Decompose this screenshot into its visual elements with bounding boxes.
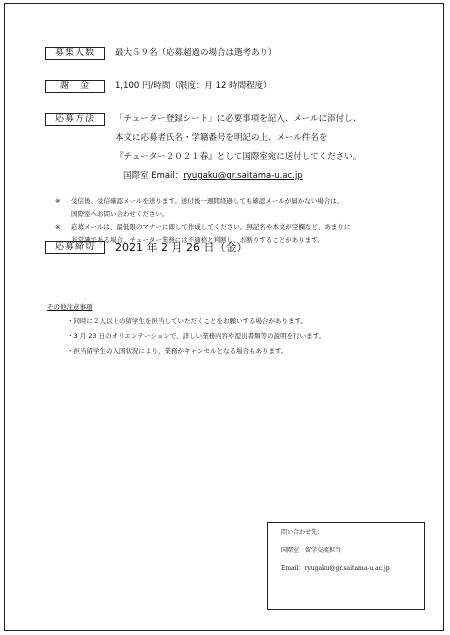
other-notes-list xyxy=(67,314,325,359)
reward-value: 1,100 円/時間（限度：月 12 時間程度） xyxy=(115,81,272,91)
application-line-1: 「チューター登録シート」に必要事項を記入、メールに添付し、 xyxy=(115,114,362,124)
reward-label: 謝 金 xyxy=(45,80,105,93)
note-text: 応募メールは、最低限のマナーに即して作成してください。無記名や本文が空欄など、あまりに xyxy=(71,223,351,231)
list-item: ・同時に２人以上の留学生を担当していただくことをお願いする場合があります。 xyxy=(67,317,307,325)
note-text: 非常識である場合、チューター業務には不適格と判断し、お断りすることがあります。 xyxy=(71,236,324,244)
contact-office: 国際室 留学交流担当 xyxy=(281,547,342,554)
other-notes-title: その他注意事項 xyxy=(47,303,93,311)
application-email-line xyxy=(123,170,303,182)
recruitment-label: 募集人数 xyxy=(45,47,105,60)
list-item: ・3 月 23 日のオリエンテーションで、詳しい業務内容や提出書類等の説明を行います。 xyxy=(67,332,326,340)
contact-title: 問い合わせ先： xyxy=(281,529,324,536)
application-line-3: 『チューター２０２１春』として国際室宛に送付してください。 xyxy=(115,152,362,162)
recruitment-value: 最大５９名（応募超過の場合は選考あり） xyxy=(115,48,277,58)
note-text: 国際室へお問い合わせください。 xyxy=(71,210,169,218)
note-text: 受信後、受信確認メールを送ります。送付後一週間経過しても確認メールが届かない場合は、 xyxy=(71,197,344,205)
application-line-2: 本文に応募者氏名・学籍番号を明記の上、メール件名を xyxy=(115,133,328,143)
list-item: ・担当留学生の入国状況により、業務がキャンセルとなる場合もあります。 xyxy=(67,347,288,355)
note-mark: ※ xyxy=(55,223,61,231)
contact-box xyxy=(267,522,425,610)
contact-email[interactable]: Email：ryugaku@gr.saitama-u.ac.jp xyxy=(281,565,390,572)
email-link[interactable]: ryugaku@gr.saitama-u.ac.jp xyxy=(183,171,303,181)
note-mark: ※ xyxy=(55,197,61,205)
email-prefix: 国際室 Email： xyxy=(123,171,184,181)
deadline-label: 応募締切 xyxy=(45,241,105,254)
document-page xyxy=(4,3,444,631)
deadline-value: 2021 年 2 月 26 日（金） xyxy=(115,241,248,254)
application-label: 応募方法 xyxy=(45,113,105,126)
